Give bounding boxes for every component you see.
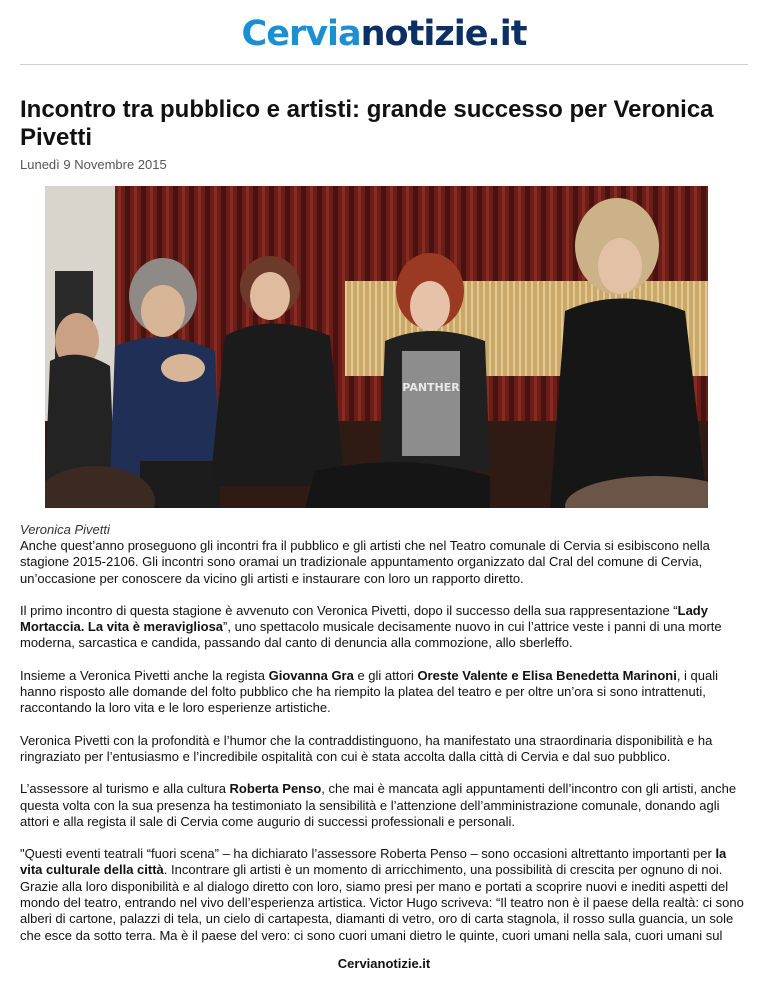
paragraph-2-text-c: ”, uno spettacolo musicale decisamente nuovo in cui l’attrice veste i panni di una morte moderna, sarcastica e candida, passando dal canto di denuncia alla commozione, allo sberleffo. [20,619,722,651]
paragraph-5-text-a: L’assessore al turismo e alla cultura [20,781,230,797]
article-body [20,538,748,960]
article-date: Lunedì 9 Novembre 2015 [20,157,167,172]
paragraph-3 [20,668,748,717]
photo-illustration [45,186,708,508]
paragraph-6-text-a: "Questi eventi teatrali “fuori scena” – ha dichiarato l’assessore Roberta Penso – sono occasioni altrettanto importanti per [20,846,716,862]
site-logo[interactable] [0,14,768,54]
paragraph-3-text-e: , i quali hanno risposto alle domande del folto pubblico che ha riempito la platea del teatro e per oltre un’ora si sono intrattenuti, raccontando la loro vita e le loro esperienze artistiche. [20,667,719,716]
paragraph-4: Veronica Pivetti con la profondità e l’humor che la contraddistinguono, ha manifestato una straordinaria disponibilità e ha ringraziato per l’entusiasmo e l’incredibile ospitalità con cui è stata accolta dalla città di Cervia e dal suo pubblico. [20,732,713,764]
tshirt-print: PANTHER [402,381,460,394]
paragraph-2 [20,603,748,652]
paragraph-5 [20,781,748,830]
paragraph-2-text-a: Il primo incontro di questa stagione è avvenuto con Veronica Pivetti, dopo il successo della sua rappresentazione “ [20,602,678,618]
paragraph-5-text-c: , che mai è mancata agli appuntamenti dell’incontro con gli artisti, anche questa volta con la sua presenza ha testimoniato la sensibilità e l’attenzione dell’amministrazione comunale, donando agli attori e alla regista il sale di Cervia come augurio di successi professionali e personali. [20,781,737,829]
paragraph-6 [20,846,748,944]
director-name: Giovanna Gra [268,667,354,683]
paragraph-1: Anche quest’anno proseguono gli incontri fra il pubblico e gli artisti che nel Teatro comunale di Cervia si esibiscono nella stagione 2015-2106. Gli incontri sono oramai un tradizionale appuntamento organizzato dal Cral del comune di Cervia, un’occasione per conoscere da vicino gli artisti e instaurare con loro un rapporto diretto. [20,538,710,586]
actors-names: Oreste Valente e Elisa Benedetta Marinoni [417,667,677,683]
article-photo [45,186,708,508]
page-footer: Cervianotizie.it [337,956,431,971]
site-header [0,0,768,66]
photo-caption: Veronica Pivetti [20,522,110,537]
assessor-name: Roberta Penso [229,781,322,797]
article-title: Incontro tra pubblico e artisti: grande successo per Veronica Pivetti [20,96,714,151]
show-title: Lady Mortaccia. La vita è meravigliosa [20,602,708,635]
paragraph-3-text-a: Insieme a Veronica Pivetti anche la regista [20,667,269,683]
cultural-life-emphasis: la vita culturale della città [20,846,727,878]
paragraph-3-text-c: e gli attori [353,667,418,683]
paragraph-6-text-c: . Incontrare gli artisti è un momento di arricchimento, una possibilità di crescita per ognuno di noi. Grazie alla loro disponibilità e al dialogo diretto con loro, siamo presi per mano e portati a scoprire nuovi e inediti aspetti del mondo del teatro, entrando nel vivo dell’esperienza artistica. Victor Hugo scriveva: “Il teatro non è il paese della realtà: ci sono alberi di cartone, palazzi di tela, un cielo di cartapesta, diamanti di vetro, oro di carta stagnola, il rosso sulla guancia, un sole che esce da sotto terra. Ma è il paese del vero: ci sono cuori umani dietro le quinte, cuori umani nella sala, cuori umani sul [20,862,744,943]
logo-part-notizie: notizie.it [360,14,527,54]
header-divider [20,64,748,65]
logo-part-cervia: Cervia [241,14,361,54]
